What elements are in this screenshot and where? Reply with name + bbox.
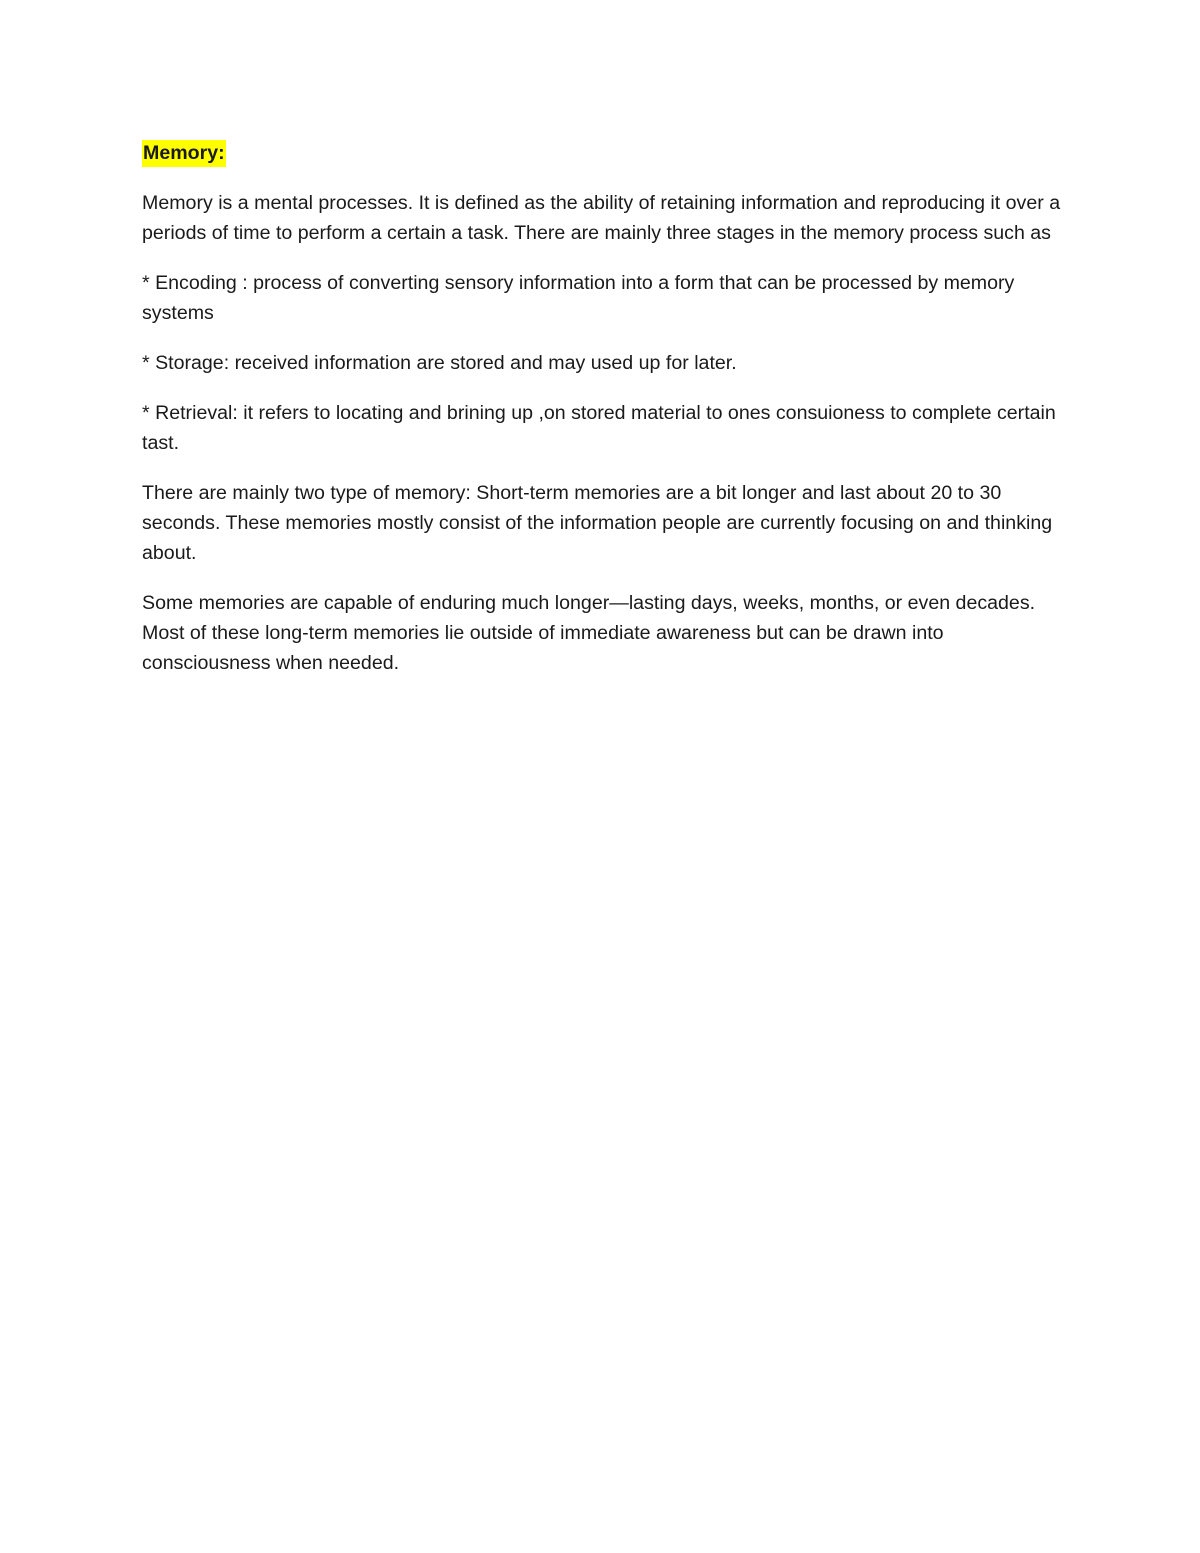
document-heading	[142, 138, 1072, 168]
intro-paragraph: Memory is a mental processes. It is defined as the ability of retaining information and reproducing it over a periods of time to perform a certain a task. There are mainly three stages in the memory process such as	[142, 192, 1061, 244]
long-term-memory-paragraph: Some memories are capable of enduring much longer—lasting days, weeks, months, or even decades. Most of these long-term memories lie outside of immediate awareness but can be drawn into consciousness when needed.	[142, 592, 1036, 674]
short-term-memory-paragraph: There are mainly two type of memory: Short-term memories are a bit longer and last about 20 to 30 seconds. These memories mostly consist of the information people are currently focusing on and thinking about.	[142, 482, 1053, 564]
encoding-paragraph: * Encoding : process of converting sensory information into a form that can be processed by memory systems	[142, 272, 1015, 324]
storage-paragraph: * Storage: received information are stored and may used up for later.	[142, 352, 737, 374]
retrieval-paragraph: * Retrieval: it refers to locating and brining up ,on stored material to ones consuioness to complete certain tast.	[142, 402, 1056, 454]
highlighted-heading-text: Memory:	[142, 140, 226, 167]
document-body	[142, 138, 1072, 698]
